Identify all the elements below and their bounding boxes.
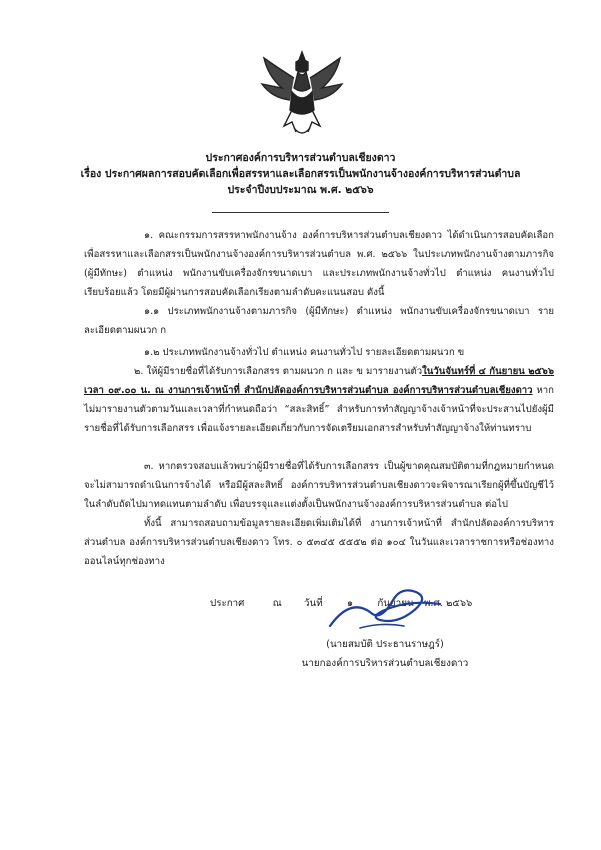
paragraph-1-2 xyxy=(84,343,554,362)
doc-title-fiscal-year: ประจำปีงบประมาณ พ.ศ. ๒๕๖๖ xyxy=(227,184,374,196)
paragraph-3 xyxy=(84,457,554,514)
paragraph-1-1-text: ๑.๑ ประเภทพนักงานจ้างตามภารกิจ (ผู้มีทักษะ) ตำแหน่ง พนักงานขับเครื่องจักรขนาดเบา รายละเอียดตามผนวก ก xyxy=(84,306,554,336)
doc-title-subject: เรื่อง ประกาศผลการสอบคัดเลือกเพื่อสรรหาและเลือกสรรเป็นพนักงานจ้างองค์การบริหารส่วนตำบล xyxy=(80,168,521,180)
paragraph-1-2-text: ๑.๒ ประเภทพนักงานจ้างทั่วไป ตำแหน่ง คนงานทั่วไป รายละเอียดตามผนวก ข xyxy=(144,347,465,358)
year-value: พ.ศ. ๒๕๖๖ xyxy=(423,598,473,609)
announced-label: ประกาศ xyxy=(210,598,245,609)
paragraph-3-text: ๓. หากตรวจสอบแล้วพบว่าผู้มีรายชื่อที่ได้รับการเลือกสรร เป็นผู้ขาดคุณสมบัติตามที่กฎหมายกำหนดจะไม่สามารถดำเนินการจ้างได้ หรือมีผู้สละสิทธิ์ องค์การบริหารส่วนตำบลเชียงดาวจะพิจารณาเรียกผู้ที่ขึ้นบัญชีไว้ในลำดับถัดไปมาทดแทนตามลำดับ เพื่อบรรจุและแต่งตั้งเป็นพนักงานจ้างองค์การบริหารส่วนตำบล ต่อไป xyxy=(84,461,554,510)
day-label: วันที่ xyxy=(304,598,323,609)
paragraph-2 xyxy=(84,362,554,438)
handwritten-signature xyxy=(320,578,450,636)
at-label: ณ xyxy=(272,598,282,609)
paragraph-4-text: ทั้งนี้ สามารถสอบถามข้อมูลรายละเอียดเพิ่มเติมได้ที่ งานการเจ้าหน้าที่ สำนักปลัดองค์การบริหารส่วนตำบล องค์การบริหารส่วนตำบลเชียงดาว โทร. ๐ ๕๓๔๕ ๕๕๕๒ ต่อ ๑๐๔ ในวันและเวลาราชการหรือช่องทางออนไลน์ทุกช่องทาง xyxy=(84,518,554,567)
day-value: ๑ xyxy=(346,598,354,609)
month-value: กันยายน xyxy=(377,598,414,609)
garuda-emblem-icon xyxy=(258,48,346,140)
signer-position: นายกองค์การบริหารส่วนตำบลเชียงดาว xyxy=(301,658,469,669)
title-divider xyxy=(212,212,389,213)
paragraph-1-text: ๑. คณะกรรมการสรรหาพนักงานจ้าง องค์การบริหารส่วนตำบลเชียงดาว ได้ดำเนินการสอบคัดเลือกเพื่อสรรหาและเลือกสรรเป็นพนักงานจ้างองค์การบริหารส่วนตำบล พ.ศ. ๒๕๖๖ ในประเภทพนักงานจ้างตามภารกิจ (ผู้มีทักษะ) ตำแหน่ง พนักงานขับเครื่องจักรขนาดเบา และประเภทพนักงานจ้างทั่วไป ตำแหน่ง คนงานทั่วไป เรียบร้อยแล้ว โดยมีผู้ผ่านการสอบคัดเลือกเรียงตามลำดับคะแนนสอบ ดังนี้ xyxy=(84,230,554,298)
signer-name: (นายสมบัติ ประธานราษฎร์) xyxy=(326,639,444,650)
paragraph-2-lead: ๒. ให้ผู้มีรายชื่อที่ได้รับการเลือกสรร ตามผนวก ก และ ข มารายงานตัว xyxy=(134,366,423,377)
paragraph-4 xyxy=(84,514,554,571)
paragraph-1 xyxy=(84,226,554,302)
paragraph-2-report-date: ในวันจันทร์ที่ ๔ กันยายน ๒๕๖๖ เวลา ๐๙.๐๐ น. ณ งานการเจ้าหน้าที่ สำนักปลัดองค์การบริหารส่วนตำบล องค์การบริหารส่วนตำบลเชียงดาว xyxy=(84,366,554,396)
doc-title-agency: ประกาศองค์การบริหารส่วนตำบลเชียงดาว xyxy=(205,152,396,164)
paragraph-2-rest: หากไม่มารายงานตัวตามวันและเวลาที่กำหนดถือว่า “สละสิทธิ์” สำหรับการทำสัญญาจ้างเจ้าหน้าที่จะประสานไปยังผู้มีรายชื่อที่ได้รับการเลือกสรร เพื่อแจ้งรายละเอียดเกี่ยวกับการจัดเตรียมเอกสารสำหรับทำสัญญาจ้างให้ท่านทราบ xyxy=(84,385,554,434)
paragraph-1-1 xyxy=(84,302,554,340)
